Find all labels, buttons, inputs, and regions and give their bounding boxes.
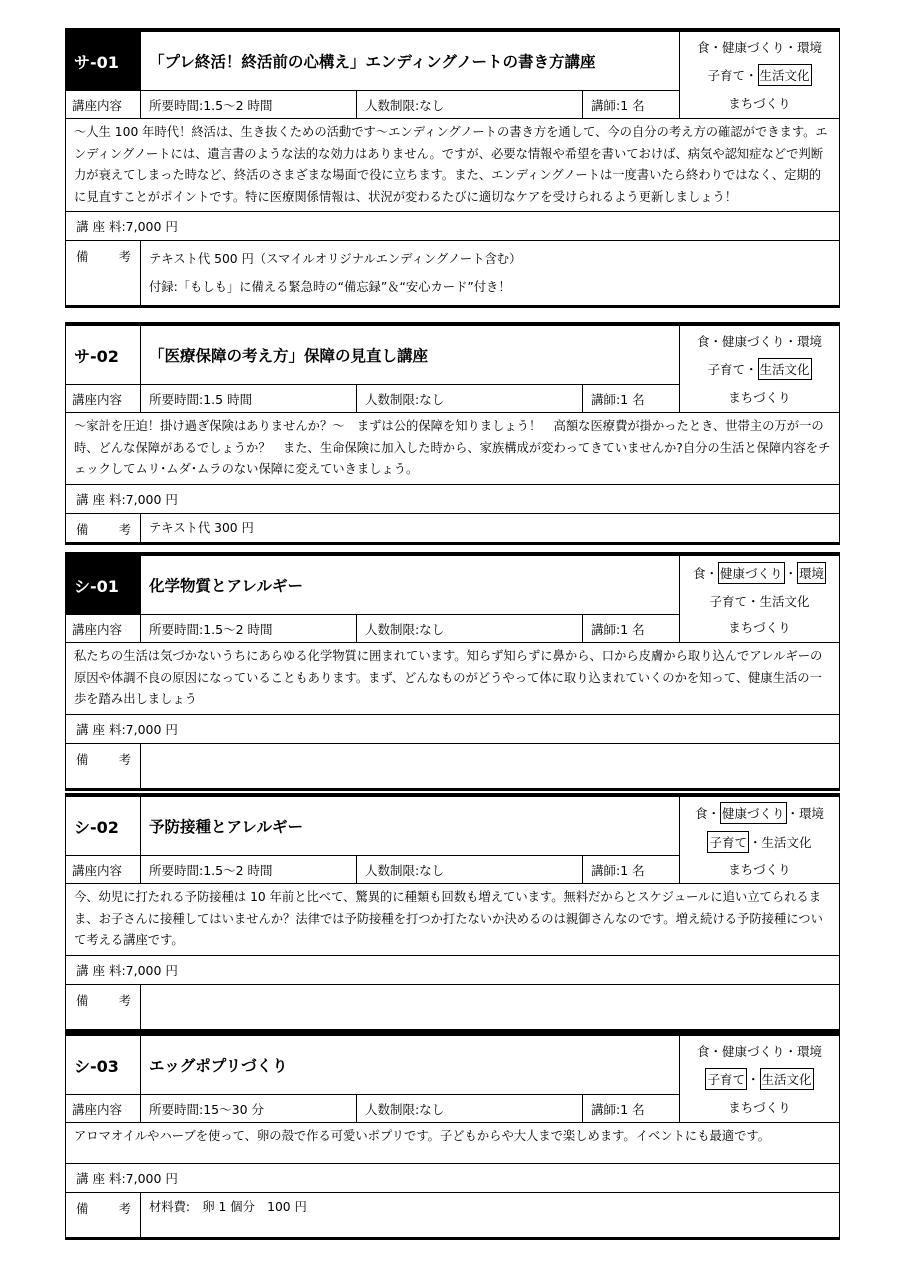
category-selected: 環境 bbox=[797, 562, 826, 584]
course-code: サ-02 bbox=[66, 326, 141, 384]
course-fee bbox=[66, 955, 839, 984]
course-notes bbox=[66, 743, 839, 788]
course-content-label: 講座内容 bbox=[66, 91, 141, 118]
note-line: テキスト代 500 円（スマイルオリジナルエンディングノート含む） bbox=[149, 252, 522, 266]
duration: 所要時間:1.5〜2 時間 bbox=[141, 615, 357, 642]
fee-value: 7,000 円 bbox=[125, 721, 178, 737]
note-line: 付録:「もしも」に備える緊急時の“備忘録”＆“安心カード”付き！ bbox=[149, 280, 511, 294]
category-text: 食・ bbox=[692, 566, 718, 581]
category-text: 子育て・ bbox=[707, 362, 758, 377]
course-fee bbox=[66, 211, 839, 240]
category-text: 子育て・ bbox=[707, 68, 758, 83]
category-line bbox=[693, 562, 826, 584]
category-line bbox=[707, 64, 811, 86]
course-description: 私たちの生活は気づかないうちにあらゆる化学物質に囲まれています。知らず知らずに鼻から、口から皮膚から取り込んでアレルギーの原因や体調不良の原因になっていることもあります。まず、どんなものがどうやって体に取り込まれていくのかを知って、健康生活の一歩を踏み出しましょう bbox=[66, 642, 839, 714]
instructors: 講師:1 名 bbox=[591, 1101, 645, 1117]
fee-value: 7,000 円 bbox=[125, 219, 178, 234]
course-code: サ-01 bbox=[66, 32, 141, 90]
fee-label: 講 座 料: bbox=[76, 721, 126, 737]
category-line: まちづくり bbox=[728, 390, 791, 405]
category-line: まちづくり bbox=[728, 1100, 791, 1115]
fee-value: 7,000 円 bbox=[125, 491, 178, 507]
course-notes bbox=[66, 1192, 839, 1237]
capacity: 人数制限:なし bbox=[357, 91, 583, 118]
duration: 所要時間:1.5〜2 時間 bbox=[141, 856, 357, 883]
category-line bbox=[707, 831, 811, 853]
fee-label: 講 座 料: bbox=[76, 1171, 126, 1186]
course-card bbox=[65, 793, 840, 1032]
category-line: 子育て・生活文化 bbox=[709, 594, 810, 609]
category-line bbox=[707, 358, 811, 380]
course-fee bbox=[66, 714, 839, 743]
category-line bbox=[705, 1068, 813, 1090]
category-selected: 子育て bbox=[707, 831, 749, 853]
fee-label: 講 座 料: bbox=[76, 491, 126, 507]
duration: 所要時間:1.5 時間 bbox=[141, 385, 357, 412]
fee-value: 7,000 円 bbox=[125, 962, 178, 978]
category-line bbox=[695, 802, 824, 824]
notes-label: 備 考 bbox=[66, 514, 141, 542]
course-card bbox=[65, 322, 840, 545]
course-notes bbox=[66, 240, 839, 305]
instructors: 講師:1 名 bbox=[591, 391, 645, 407]
instructors: 講師:1 名 bbox=[591, 862, 645, 878]
course-description: 〜人生 100 年時代！終活は、生き抜くための活動です〜エンディングノートの書き方を通して、今の自分の考え方の確認ができます。エンディングノートには、遺言書のような法的な効力はありません。ですが、必要な情報や希望を書いておけば、病気や認知症などで判断力が衰えてしまった時など、終活のさまざまな場面で役に立ちます。また、エンディングノートは一度書いたら終わりではなく、定期的に見直すことがポイントです。特に医療関係情報は、状況が変わるたびに適切なケアを受けられるよう更新しましょう！ bbox=[66, 118, 839, 211]
category-line: まちづくり bbox=[728, 861, 791, 877]
course-description: 〜家計を圧迫！掛け過ぎ保険はありませんか？〜 まずは公的保障を知りましょう！ 高額な医療費が掛かったとき、世帯主の万が一の時、どんな保障があるでしょうか？ また、生命保険に加入した時から、家族構成が変わってきていませんか?自分の生活と保障内容をチェックしてムリ･ムダ･ムラのない保障に変えていきましょう。 bbox=[66, 412, 839, 484]
category-text: ・生活文化 bbox=[749, 834, 812, 850]
course-title: 化学物質とアレルギー bbox=[149, 577, 303, 595]
category-box bbox=[679, 556, 839, 642]
fee-label: 講 座 料: bbox=[76, 962, 126, 978]
course-code: シ-02 bbox=[66, 797, 141, 855]
category-selected: 生活文化 bbox=[758, 358, 812, 380]
instructors: 講師:1 名 bbox=[591, 621, 645, 637]
category-selected: 生活文化 bbox=[760, 1068, 814, 1090]
course-card bbox=[65, 552, 840, 791]
category-text: 食・ bbox=[694, 806, 720, 822]
course-notes bbox=[66, 513, 839, 542]
course-title: 予防接種とアレルギー bbox=[149, 818, 303, 836]
course-content-label: 講座内容 bbox=[66, 1095, 141, 1122]
course-card bbox=[65, 28, 840, 308]
capacity: 人数制限:なし bbox=[357, 615, 583, 642]
category-selected: 生活文化 bbox=[758, 64, 812, 86]
instructors: 講師:1 名 bbox=[591, 97, 645, 113]
capacity: 人数制限:なし bbox=[357, 1095, 583, 1122]
course-content-label: 講座内容 bbox=[66, 385, 141, 412]
category-line: 食・健康づくり・環境 bbox=[696, 1044, 822, 1059]
course-content-label: 講座内容 bbox=[66, 856, 141, 883]
course-code: シ-01 bbox=[66, 556, 141, 614]
course-code: シ-03 bbox=[66, 1036, 141, 1094]
duration: 所要時間:1.5〜2 時間 bbox=[141, 91, 357, 118]
category-text: ・ bbox=[746, 1072, 760, 1087]
category-box bbox=[679, 32, 839, 118]
course-title: 「医療保障の考え方」保障の見直し講座 bbox=[149, 347, 429, 365]
category-line: 食・健康づくり・環境 bbox=[696, 334, 822, 349]
course-content-label: 講座内容 bbox=[66, 615, 141, 642]
course-notes bbox=[66, 984, 839, 1029]
course-fee bbox=[66, 484, 839, 513]
category-box bbox=[679, 326, 839, 412]
notes-label: 備 考 bbox=[66, 1193, 141, 1237]
category-text: ・ bbox=[784, 566, 798, 581]
category-selected: 健康づくり bbox=[720, 802, 787, 824]
fee-value: 7,000 円 bbox=[125, 1171, 178, 1186]
course-title: エッグポプリづくり bbox=[149, 1057, 288, 1075]
category-box bbox=[679, 797, 839, 883]
category-box bbox=[679, 1036, 839, 1122]
capacity: 人数制限:なし bbox=[357, 385, 583, 412]
notes-label: 備 考 bbox=[66, 985, 141, 1029]
category-selected: 子育て bbox=[705, 1068, 747, 1090]
category-line: まちづくり bbox=[728, 620, 791, 635]
course-card bbox=[65, 1032, 840, 1240]
notes-label: 備 考 bbox=[66, 241, 141, 305]
course-description: アロマオイルやハーブを使って、卵の殻で作る可愛いポプリです。子どもからや大人まで楽しめます。イベントにも最適です。 bbox=[66, 1122, 839, 1163]
course-description: 今、幼児に打たれる予防接種は 10 年前と比べて、驚異的に種類も回数も増えています。無料だからとスケジュールに追い立てられるまま、お子さんに接種してはいませんか？法律では予防接種を打つか打たないか決めるのは親御さんなのです。増え続ける予防接種について考える講座です。 bbox=[66, 883, 839, 955]
course-title: 「プレ終活！終活前の心構え」エンディングノートの書き方講座 bbox=[149, 53, 596, 71]
fee-label: 講 座 料: bbox=[76, 219, 126, 234]
category-text: ・環境 bbox=[786, 806, 825, 822]
duration: 所要時間:15〜30 分 bbox=[141, 1095, 357, 1122]
capacity: 人数制限:なし bbox=[357, 856, 583, 883]
category-line: 食・健康づくり・環境 bbox=[696, 40, 822, 55]
note-line: 材料費: 卵 1 個分 100 円 bbox=[149, 1200, 307, 1214]
category-selected: 健康づくり bbox=[718, 562, 785, 584]
course-fee bbox=[66, 1163, 839, 1192]
note-line: テキスト代 300 円 bbox=[149, 520, 254, 535]
category-line: まちづくり bbox=[728, 96, 791, 111]
notes-label: 備 考 bbox=[66, 744, 141, 788]
